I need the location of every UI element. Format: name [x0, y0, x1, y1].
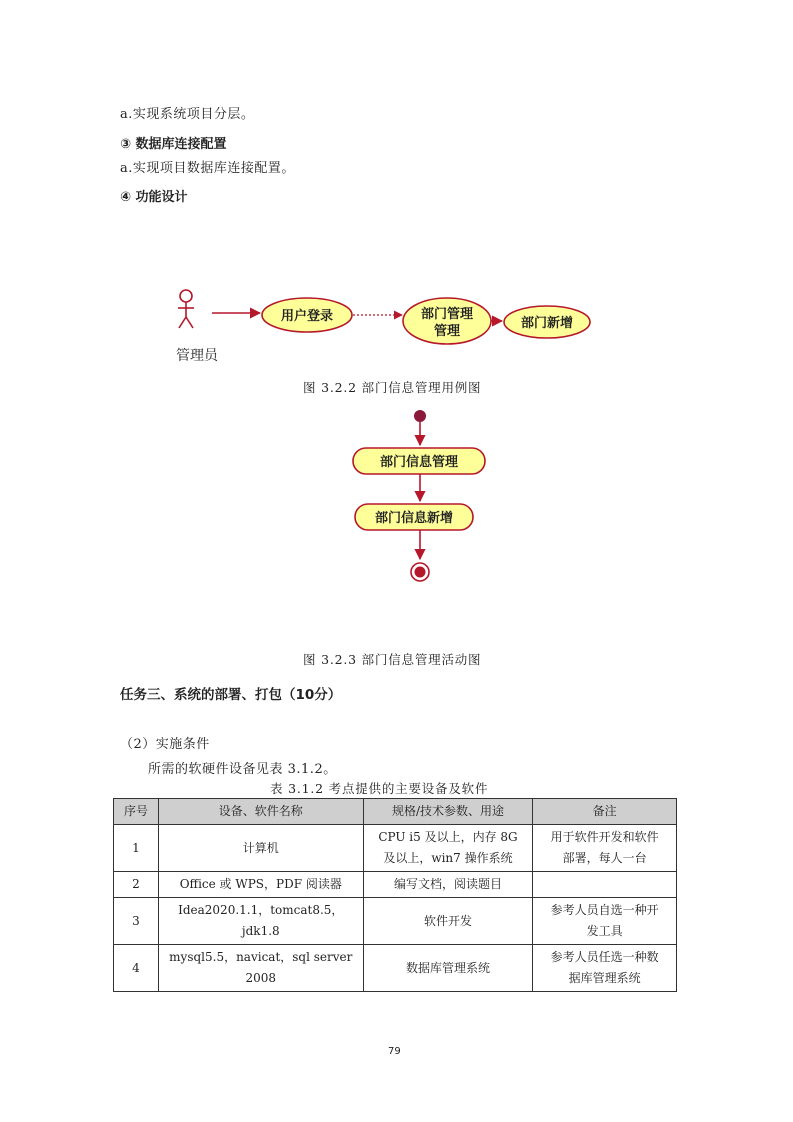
cell-line: 用于软件开发和软件: [550, 830, 659, 844]
cell-line: 2008: [245, 971, 277, 985]
cell-line: 部署，每人一台: [562, 851, 647, 865]
table-caption: 表 3.1.2 考点提供的主要设备及软件: [270, 781, 489, 796]
table-row: [114, 872, 677, 898]
cell-line: 发工具: [586, 924, 623, 938]
activity-dept-info-add-label: 部门信息新增: [374, 511, 454, 526]
cell-no: 2: [114, 872, 159, 898]
cell-name: Office 或 WPS，PDF 阅读器: [158, 872, 363, 898]
cell-spec: [363, 825, 533, 872]
header-cell: 规格/技术参数、用途: [363, 799, 533, 825]
section-heading: ③ 数据库连接配置: [120, 137, 227, 152]
use-case-dept-manage-label-2: 管理: [433, 324, 461, 339]
cell-note: [533, 898, 677, 945]
cell-no: 1: [114, 825, 159, 872]
header-cell: 序号: [114, 799, 159, 825]
text-line: a.实现系统项目分层。: [120, 107, 255, 122]
figure-caption: 图 3.2.3 部门信息管理活动图: [303, 652, 482, 667]
task-title: 任务三、系统的部署、打包（10分）: [120, 687, 342, 703]
activity-diagram: [340, 400, 500, 590]
equipment-table: [113, 798, 677, 992]
text-line: 所需的软硬件设备见表 3.1.2。: [148, 762, 337, 777]
figure-caption: 图 3.2.2 部门信息管理用例图: [303, 380, 482, 395]
cell-name: 计算机: [158, 825, 363, 872]
cell-line: mysql5.5，navicat，sql server: [169, 950, 353, 964]
cell-note: [533, 945, 677, 992]
section-heading: ④ 功能设计: [120, 190, 188, 205]
use-case-dept-add-label: 部门新增: [520, 316, 574, 331]
cell-line: 据库管理系统: [568, 971, 641, 985]
sub-heading: （2）实施条件: [120, 737, 210, 752]
cell-line: 及以上，win7 操作系统: [383, 851, 513, 865]
cell-spec: 数据库管理系统: [363, 945, 533, 992]
cell-line: 参考人员任选一种数: [550, 950, 659, 964]
cell-name: [158, 945, 363, 992]
cell-no: 3: [114, 898, 159, 945]
header-cell: 设备、软件名称: [158, 799, 363, 825]
use-case-login-label: 用户登录: [280, 309, 334, 324]
use-case-diagram: [150, 280, 610, 375]
actor-label: 管理员: [176, 348, 218, 364]
start-node: [414, 410, 426, 422]
cell-line: CPU i5 及以上，内存 8G: [378, 830, 518, 844]
cell-spec: 编写文档，阅读题目: [363, 872, 533, 898]
cell-line: jdk1.8: [241, 924, 280, 938]
page-number: 79: [388, 1046, 401, 1057]
table-row: [114, 825, 677, 872]
end-node: [411, 563, 429, 581]
cell-note: [533, 825, 677, 872]
cell-note: [533, 872, 677, 898]
use-case-dept-manage-label: 部门管理: [420, 307, 474, 322]
table-header-row: [114, 799, 677, 825]
table-row: [114, 898, 677, 945]
header-cell: 备注: [533, 799, 677, 825]
actor-icon: [178, 290, 194, 328]
cell-no: 4: [114, 945, 159, 992]
activity-dept-info-manage-label: 部门信息管理: [379, 455, 459, 470]
text-line: a.实现项目数据库连接配置。: [120, 161, 295, 176]
cell-line: 参考人员自选一种开: [550, 903, 659, 917]
cell-name: [158, 898, 363, 945]
cell-line: Idea2020.1.1，tomcat8.5，: [178, 903, 344, 917]
cell-spec: 软件开发: [363, 898, 533, 945]
table-row: [114, 945, 677, 992]
